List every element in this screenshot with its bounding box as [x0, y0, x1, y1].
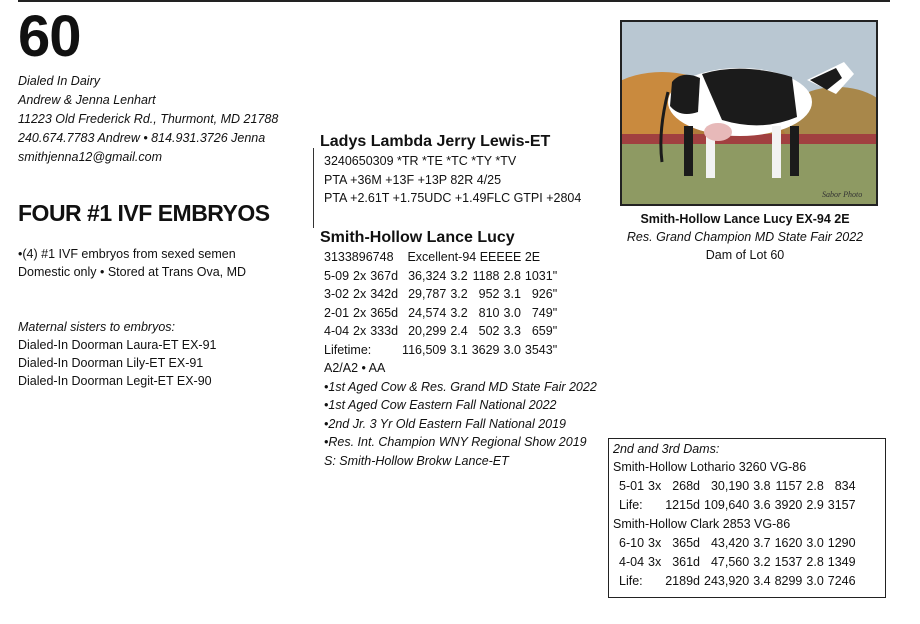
photographer-signature: Sabor Photo — [822, 190, 863, 199]
consignor-names: Andrew & Jenna Lenhart — [18, 93, 156, 107]
dam-records-table — [324, 267, 561, 360]
dam-achievement: •Res. Int. Champion WNY Regional Show 2019 — [324, 435, 587, 449]
record-cell: 3.2 — [753, 555, 771, 569]
record-cell: 333d — [370, 324, 399, 338]
record-cell: 2x — [353, 268, 367, 283]
record-cell: 3x — [648, 555, 662, 569]
cow-photo — [620, 20, 878, 206]
record-cell: 3920 — [774, 498, 803, 512]
record-cell: Life: — [619, 574, 643, 588]
record-cell: 365d — [672, 536, 700, 550]
dam-classification: Excellent-94 EEEEE 2E — [407, 250, 541, 264]
record-cell: 2.8 — [806, 555, 824, 569]
cow-leg — [772, 126, 781, 178]
record-cell: 3.8 — [753, 479, 771, 493]
record-cell: 926" — [531, 287, 558, 301]
record-cell: 2x — [353, 287, 367, 301]
ancestor-cow-name: Smith-Hollow Clark 2853 VG-86 — [613, 517, 791, 531]
photo-caption — [610, 210, 880, 264]
record-cell: 3x — [648, 479, 662, 493]
ancestor-record-row — [619, 477, 860, 496]
record-cell: 749" — [531, 305, 558, 320]
record-cell: 3.2 — [450, 305, 468, 320]
offering-detail: •(4) #1 IVF embryos from sexed semen — [18, 247, 236, 261]
record-cell: 116,509 — [402, 342, 447, 357]
maternal-sister: Dialed-In Doorman Legit-ET EX-90 — [18, 374, 212, 388]
record-cell: 2x — [353, 324, 367, 338]
record-cell — [648, 572, 665, 591]
record-cell: 365d — [370, 305, 399, 320]
record-cell: 2.8 — [503, 268, 521, 283]
dam-achievement: •1st Aged Cow Eastern Fall National 2022 — [324, 398, 557, 412]
record-cell: 3.0 — [503, 342, 521, 357]
ancestor-record-row — [619, 496, 860, 515]
record-cell: 2-01 — [324, 305, 350, 320]
dam-achievement: S: Smith-Hollow Brokw Lance-ET — [324, 453, 509, 468]
record-cell: 3.4 — [753, 574, 771, 588]
consignor-address: 11223 Old Frederick Rd., Thurmont, MD 21788 — [18, 112, 279, 126]
record-cell: 3.6 — [753, 498, 771, 512]
record-cell: 3629 — [471, 342, 500, 357]
record-cell: 1537 — [774, 555, 803, 569]
caption-note: Dam of Lot 60 — [705, 248, 785, 262]
dam-genotype: A2/A2 • AA — [324, 361, 386, 375]
record-cell: 3.2 — [450, 268, 468, 283]
record-cell: 4-04 — [619, 555, 645, 569]
dam-achievements — [320, 378, 597, 471]
ancestor-record-row — [619, 572, 860, 591]
record-cell: 8299 — [774, 574, 803, 588]
dam-record-row — [324, 322, 561, 341]
record-cell: 6-10 — [619, 536, 645, 550]
dam-lifetime-row — [324, 341, 561, 360]
dam-record-row — [324, 267, 561, 286]
dam-name: Smith-Hollow Lance Lucy — [320, 229, 515, 246]
ancestor-cow-name: Smith-Hollow Lothario 3260 VG-86 — [613, 460, 807, 474]
sire-line: PTA +36M +13F +13P 82R 4/25 — [324, 172, 502, 187]
record-cell: 30,190 — [710, 479, 750, 493]
record-cell: 5-09 — [324, 268, 350, 283]
cow-udder — [704, 123, 732, 141]
top-rule — [18, 0, 890, 2]
record-cell — [648, 496, 665, 515]
consignor-info — [18, 72, 278, 167]
record-cell: 3x — [648, 536, 662, 550]
dams-box-content — [613, 458, 881, 591]
record-cell: 1215d — [665, 498, 700, 512]
record-cell: 5-01 — [619, 479, 645, 493]
consignor-farm: Dialed In Dairy — [18, 74, 100, 88]
record-cell: 3.3 — [503, 324, 521, 338]
record-cell: 268d — [672, 479, 700, 493]
lot-number: 60 — [18, 4, 81, 69]
dam-block — [320, 228, 597, 470]
record-cell: 43,420 — [710, 536, 750, 550]
sire-line: 3240650309 *TR *TE *TC *TY *TV — [324, 154, 517, 168]
record-cell: 3157 — [827, 498, 856, 512]
record-cell: 29,787 — [408, 287, 447, 301]
caption-cow-name: Smith-Hollow Lance Lucy EX-94 2E — [640, 212, 850, 226]
record-cell: 1349 — [827, 555, 856, 569]
record-cell: 367d — [370, 268, 399, 283]
sire-line: PTA +2.61T +1.75UDC +1.49FLC GTPI +2804 — [324, 191, 582, 205]
maternal-sister: Dialed-In Doorman Laura-ET EX-91 — [18, 338, 217, 352]
record-cell: 3.2 — [450, 287, 468, 301]
record-cell: 3.0 — [503, 305, 521, 320]
dam-achievement: •2nd Jr. 3 Yr Old Eastern Fall National 2019 — [324, 416, 567, 431]
ancestor-records-table — [619, 534, 860, 591]
maternal-sister: Dialed-In Doorman Lily-ET EX-91 — [18, 356, 204, 370]
record-cell: 3.7 — [753, 536, 771, 550]
offering-detail: Domestic only • Stored at Trans Ova, MD — [18, 265, 247, 279]
cow-leg — [684, 126, 693, 176]
record-cell: 36,324 — [408, 268, 447, 283]
maternal-sisters — [18, 318, 216, 390]
record-cell: 952 — [478, 287, 500, 301]
second-third-dams-box — [608, 438, 886, 598]
sire-block — [320, 132, 581, 208]
record-cell: 1188 — [472, 268, 500, 283]
record-cell: 502 — [478, 324, 500, 338]
record-cell: 2.4 — [450, 324, 468, 338]
record-cell: 3543" — [524, 342, 558, 357]
ancestor-records-table — [619, 477, 860, 515]
cow-leg — [790, 126, 799, 176]
record-cell: 4-04 — [324, 324, 350, 338]
record-cell: 2189d — [665, 574, 700, 588]
record-cell: 1157 — [775, 479, 803, 493]
record-cell: 2.8 — [806, 479, 824, 493]
record-cell: 3.0 — [806, 574, 824, 588]
consignor-email: smithjenna12@gmail.com — [18, 150, 163, 164]
pedigree-divider — [313, 148, 314, 228]
record-cell: 810 — [478, 305, 500, 320]
record-cell: 3.1 — [450, 342, 468, 357]
caption-award: Res. Grand Champion MD State Fair 2022 — [626, 230, 864, 244]
record-cell: 1620 — [774, 536, 803, 550]
maternal-heading: Maternal sisters to embryos: — [18, 320, 175, 334]
dam-record-row — [324, 285, 561, 304]
record-cell: 243,920 — [704, 574, 750, 588]
record-cell: 1031" — [524, 268, 558, 283]
record-cell: 2.9 — [806, 498, 824, 512]
sire-name: Ladys Lambda Jerry Lewis-ET — [320, 133, 551, 150]
dams-box-heading: 2nd and 3rd Dams: — [613, 442, 720, 456]
record-cell: 361d — [672, 555, 700, 569]
record-cell: 342d — [370, 287, 399, 301]
record-cell: 24,574 — [408, 305, 447, 320]
record-cell: 834 — [834, 479, 856, 493]
consignor-phones: 240.674.7783 Andrew • 814.931.3726 Jenna — [18, 131, 266, 145]
dam-record-row — [324, 304, 561, 323]
record-cell: 659" — [531, 324, 558, 338]
record-cell: 3.1 — [503, 287, 521, 301]
ancestor-record-row — [619, 534, 860, 553]
record-cell: Lifetime: — [324, 342, 372, 357]
record-cell: 3.0 — [806, 536, 824, 550]
record-cell: 7246 — [827, 574, 856, 588]
record-cell: 3-02 — [324, 287, 350, 301]
cow-patch — [670, 75, 700, 114]
holstein-cow-illustration — [622, 22, 876, 204]
record-cell: 20,299 — [408, 324, 447, 338]
offering-headline: FOUR #1 IVF EMBRYOS — [18, 200, 270, 226]
dam-reg-number: 3133896748 — [324, 250, 394, 264]
record-cell: 109,640 — [704, 498, 750, 512]
record-cell: 1290 — [827, 536, 856, 550]
record-cell: 47,560 — [710, 555, 750, 569]
offering-details — [18, 245, 246, 281]
record-cell: Life: — [619, 498, 643, 512]
ancestor-record-row — [619, 553, 860, 572]
dam-achievement: •1st Aged Cow & Res. Grand MD State Fair 2022 — [324, 379, 597, 394]
record-cell: 2x — [353, 305, 367, 320]
dam-registration — [324, 248, 597, 267]
